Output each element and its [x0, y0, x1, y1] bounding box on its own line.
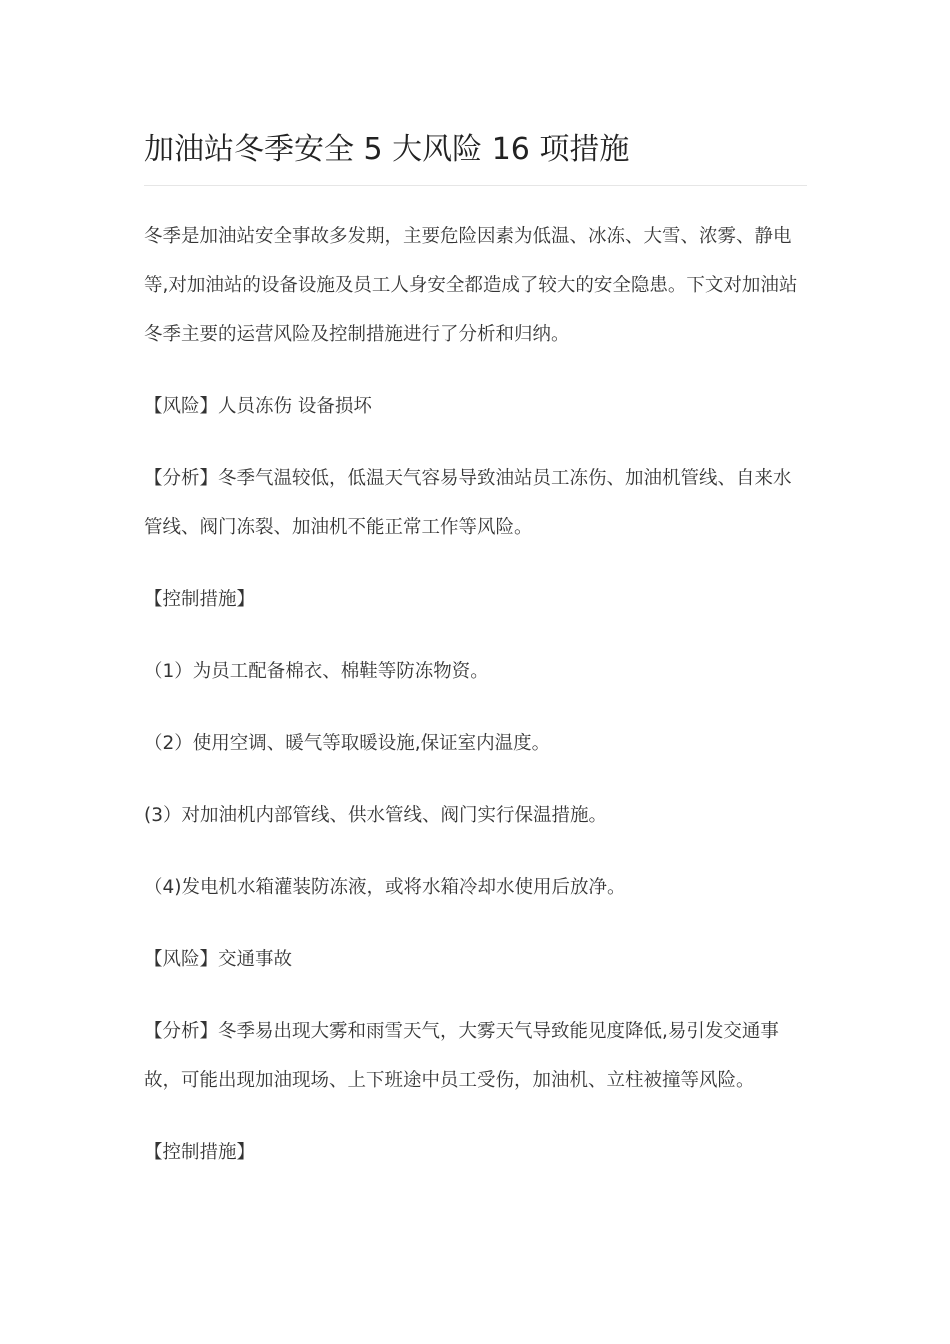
measure-item: （2）使用空调、暖气等取暖设施,保证室内温度。 [144, 733, 551, 754]
analysis-paragraph: 【分析】冬季易出现大雾和雨雪天气，大雾天气导致能见度降低,易引发交通事故，可能出现加油现场、上下班途中员工受伤，加油机、立柱被撞等风险。 [144, 1021, 779, 1091]
risk-heading: 【风险】交通事故 [144, 949, 293, 970]
article-body [144, 212, 807, 1200]
intro-paragraph: 冬季是加油站安全事故多发期，主要危险因素为低温、冰冻、大雪、浓雾、静电等,对加油站的设备设施及员工人身安全都造成了较大的安全隐患。下文对加油站冬季主要的运营风险及控制措施进行了分析和归纳。 [144, 226, 798, 345]
measures-heading: 【控制措施】 [144, 1142, 256, 1163]
measure-item: （4)发电机水箱灌装防冻液，或将水箱冷却水使用后放净。 [144, 877, 626, 898]
risk-heading: 【风险】人员冻伤 设备损坏 [144, 396, 372, 417]
measures-heading: 【控制措施】 [144, 589, 256, 610]
article-title: 加油站冬季安全 5 大风险 16 项措施 [144, 132, 630, 167]
analysis-paragraph: 【分析】冬季气温较低，低温天气容易导致油站员工冻伤、加油机管线、自来水管线、阀门冻裂、加油机不能正常工作等风险。 [144, 468, 792, 538]
title-divider [144, 185, 807, 186]
measure-item: （1）为员工配备棉衣、棉鞋等防冻物资。 [144, 661, 489, 682]
measure-item: (3）对加油机内部管线、供水管线、阀门实行保温措施。 [144, 805, 607, 826]
